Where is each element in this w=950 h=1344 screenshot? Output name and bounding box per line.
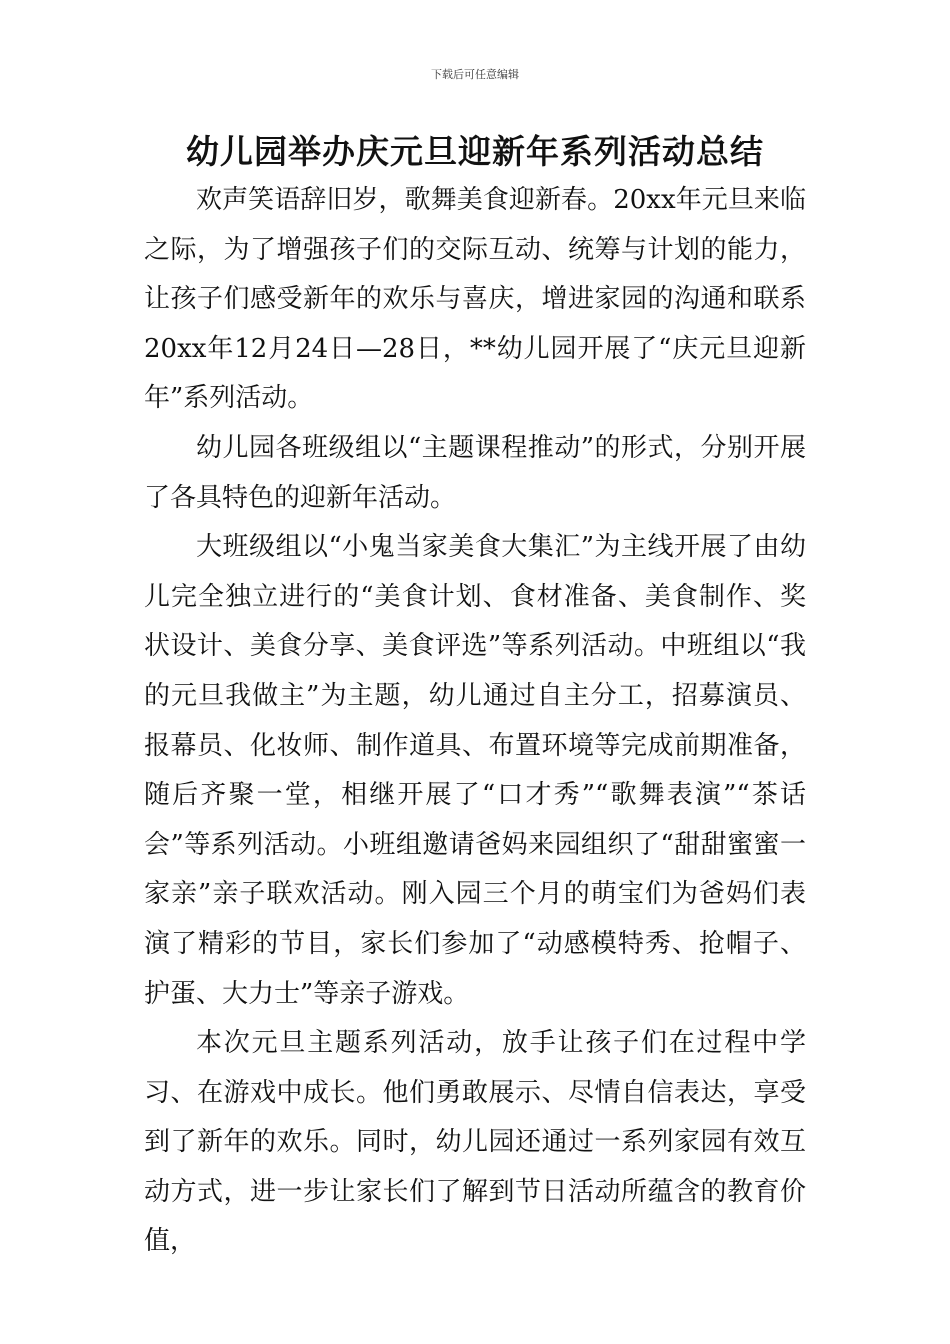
paragraph-classes: 幼儿园各班级组以“主题课程推动”的形式，分别开展了各具特色的迎新年活动。 <box>144 432 806 513</box>
document-title: 幼儿园举办庆元旦迎新年系列活动总结 <box>186 132 764 171</box>
header-note: 下载后可任意编辑 <box>431 68 519 81</box>
paragraph-intro: 欢声笑语辞旧岁，歌舞美食迎新春。20xx年元旦来临之际，为了增强孩子们的交际互动、统筹与计划的能力，让孩子们感受新年的欢乐与喜庆，增进家园的沟通和联系20xx年12月24日—28日，**幼儿园开展了“庆元旦迎新年”系列活动。 <box>144 185 806 414</box>
paragraph-summary: 本次元旦主题系列活动，放手让孩子们在过程中学习、在游戏中成长。他们勇敢展示、尽情自信表达，享受到了新年的欢乐。同时，幼儿园还通过一系列家园有效互动方式，进一步让家长们了解到节日活动所蕴含的教育价值， <box>144 1028 806 1257</box>
paragraph-activities: 大班级组以“小鬼当家美食大集汇”为主线开展了由幼儿完全独立进行的“美食计划、食材准备、美食制作、奖状设计、美食分享、美食评选”等系列活动。中班组以“我的元旦我做主”为主题，幼儿通过自主分工，招募演员、报幕员、化妆师、制作道具、布置环境等完成前期准备，随后齐聚一堂，相继开展了“口才秀”“歌舞表演”“茶话会”等系列活动。小班组邀请爸妈来园组织了“甜甜蜜蜜一家亲”亲子联欢活动。刚入园三个月的萌宝们为爸妈们表演了精彩的节目，家长们参加了“动感模特秀、抢帽子、护蛋、大力士”等亲子游戏。 <box>144 532 806 1009</box>
document-body <box>144 176 806 1267</box>
